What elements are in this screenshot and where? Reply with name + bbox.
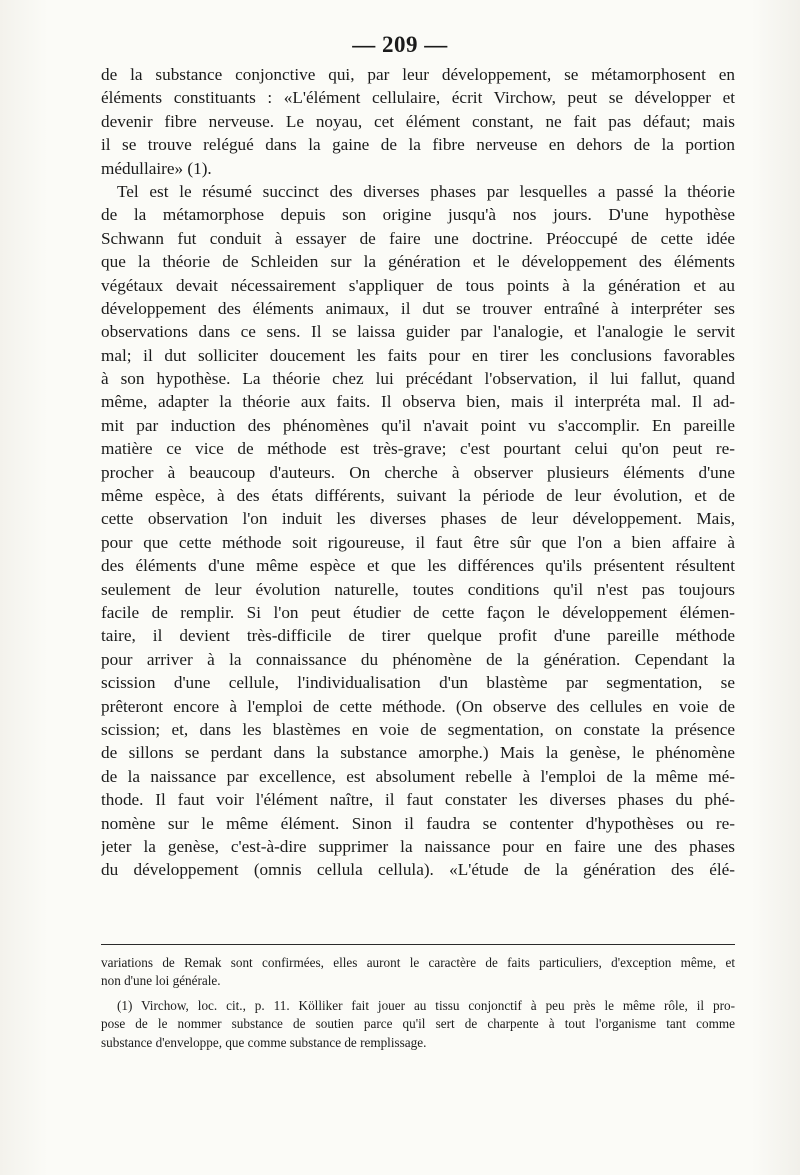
footnote-line: (1) Virchow, loc. cit., p. 11. Kölliker fait jouer au tissu conjonctif à peu près le même rôle, il pro- xyxy=(117,997,735,1013)
footnote-line: substance d'enveloppe, que comme substance de remplissage. xyxy=(101,1034,427,1050)
footnote-line: pose de le nommer substance de soutien parce qu'il sert de charpente à tout l'organisme tant comme xyxy=(101,1016,735,1032)
text-line: scission; et, dans les blastèmes en voie de segmentation, on constate la présence xyxy=(101,719,735,739)
text-line: taire, il devient très-difficile de tirer quelque profit d'une pareille méthode xyxy=(101,626,735,646)
footnotes xyxy=(101,954,735,1052)
text-line: devenir fibre nerveuse. Le noyau, cet élément constant, ne fait pas défaut; mais xyxy=(101,111,735,131)
text-line: Schwann fut conduit à essayer de faire une doctrine. Préoccupé de cette idée xyxy=(101,228,735,248)
text-line: de la naissance par excellence, est absolument rebelle à l'emploi de la même mé- xyxy=(101,766,735,786)
text-line: médullaire» (1). xyxy=(101,158,212,178)
text-line: pour que cette méthode soit rigoureuse, il faut être sûr que l'on a bien affaire à xyxy=(101,532,735,552)
text-line: à son hypothèse. La théorie chez lui précédant l'observation, il lui fallut, quand xyxy=(101,369,735,389)
text-line: de sillons se perdant dans la substance amorphe.) Mais la genèse, le phénomène xyxy=(101,743,735,763)
text-line: de la métamorphose depuis son origine jusqu'à nos jours. D'une hypothèse xyxy=(101,205,735,225)
text-line: nomène sur le même élément. Sinon il faudra se contenter d'hypothèses ou re- xyxy=(101,813,735,833)
body-text xyxy=(101,63,735,882)
text-line: développement des éléments animaux, il dut se trouver entraîné à interpréter ses xyxy=(101,298,735,318)
page-number: — 209 — xyxy=(352,32,448,57)
text-line: du développement (omnis cellula cellula). «L'étude de la génération des élé- xyxy=(101,860,735,880)
text-line: procher à beaucoup d'auteurs. On cherche à observer plusieurs éléments d'une xyxy=(101,462,735,482)
text-line: thode. Il faut voir l'élément naître, il faut constater les diverses phases du phé- xyxy=(101,790,735,810)
text-line: cette observation l'on induit les diverses phases de leur développement. Mais, xyxy=(101,509,735,529)
text-line: végétaux devait nécessairement s'appliquer de tous points à la génération et au xyxy=(101,275,735,295)
footnote-separator xyxy=(101,944,735,945)
text-line: des éléments d'une même espèce et que les différences qu'ils présentent résultent xyxy=(101,556,735,576)
text-line: de la substance conjonctive qui, par leur développement, se métamorphosent en xyxy=(101,65,735,84)
footnote-line: variations de Remak sont confirmées, elles auront le caractère de faits particuliers, d'exception même, et xyxy=(101,955,735,970)
text-line: même, adapter la théorie aux faits. Il observa bien, mais il interpréta mal. Il ad- xyxy=(101,392,735,412)
footnote-line: non d'une loi générale. xyxy=(101,973,221,989)
text-line: pour arriver à la connaissance du phénomène de la génération. Cependant la xyxy=(101,649,735,669)
text-line: éléments constituants : «L'élément cellulaire, écrit Virchow, peut se développer et xyxy=(101,88,735,108)
text-line: mit par induction des phénomènes qu'il n'avait point vu s'accomplir. En pareille xyxy=(101,415,735,435)
text-line: observations dans ce sens. Il se laissa guider par l'analogie, et l'analogie le servit xyxy=(101,322,735,342)
text-line: seulement de leur évolution naturelle, toutes conditions qu'il n'est pas toujours xyxy=(101,579,735,599)
paragraph-first-line: Tel est le résumé succinct des diverses phases par lesquelles a passé la théorie xyxy=(117,181,735,201)
text-line: mal; il dut solliciter doucement les faits pour en tirer les conclusions favorables xyxy=(101,345,735,365)
text-line: même espèce, à des états différents, suivant la période de leur évolution, et de xyxy=(101,486,735,506)
text-line: il se trouve relégué dans la gaine de la fibre nerveuse en dehors de la portion xyxy=(101,135,735,155)
text-line: facile de remplir. Si l'on peut étudier de cette façon le développement élémen- xyxy=(101,602,735,622)
text-line: scission d'une cellule, l'individualisation d'un blastème par segmentation, se xyxy=(101,673,735,693)
text-line: prêteront encore à l'emploi de cette méthode. (On observe des cellules en voie de xyxy=(101,696,735,716)
text-line: matière ce vice de méthode est très-grave; c'est pourtant celui qu'on peut re- xyxy=(101,439,735,459)
text-line: jeter la genèse, c'est-à-dire supprimer la naissance pour en faire une des phases xyxy=(101,836,735,856)
text-line: que la théorie de Schleiden sur la génération et le développement des éléments xyxy=(101,252,735,272)
